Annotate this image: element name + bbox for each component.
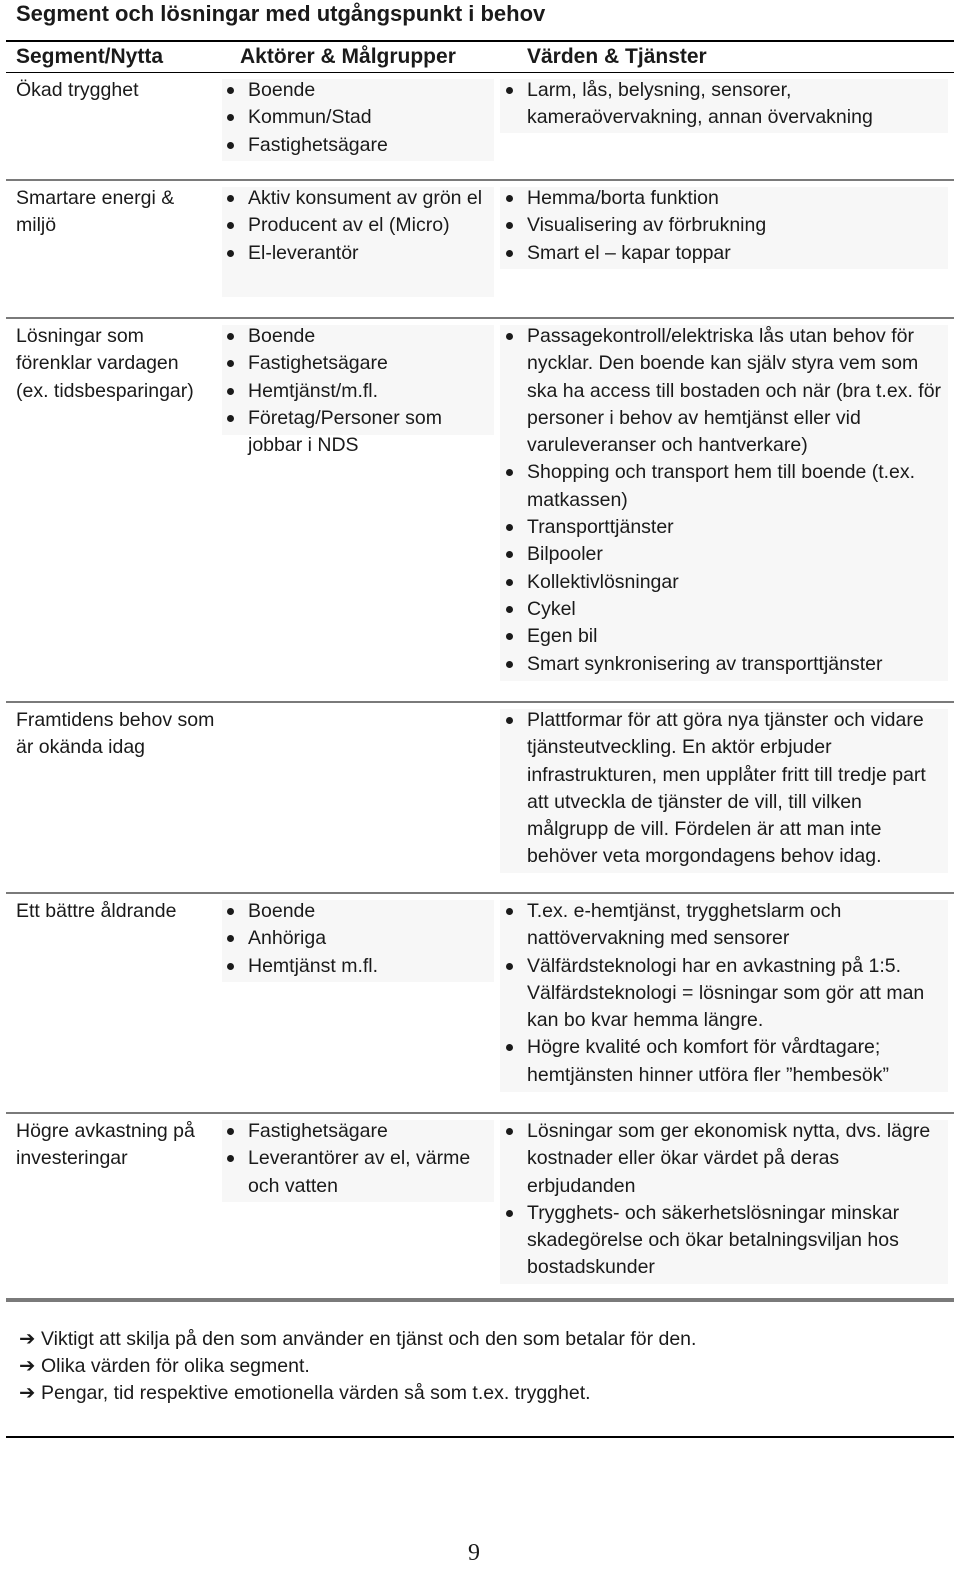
values-list xyxy=(503,323,948,678)
page-title: Segment och lösningar med utgångspunkt i behov xyxy=(16,1,546,26)
note-text: Viktigt att skilja på den som använder en tjänst och den som betalar för den. xyxy=(41,1328,697,1350)
list-item: Plattformar för att göra nya tjänster och vidare tjänsteutveckling. En aktör erbjuder infrastrukturen, men upplåter fritt till tredje part att utveckla de tjänster de vill, till vilken målgrupp de vill. Fördelen är att man inte behöver veta morgondagens behov idag. xyxy=(503,707,948,871)
list-item: Boende xyxy=(224,77,496,104)
list-item: Passagekontroll/elektriska lås utan behov för nycklar. Den boende kan själv styra vem som ska ha access till bostaden och när (bra t.ex. för personer i behov av hemtjänst eller vid varuleveranser och hantverkare) xyxy=(503,323,948,459)
header-actors: Aktörer & Målgrupper xyxy=(240,45,456,68)
table-row xyxy=(6,73,954,181)
actors-list xyxy=(224,1118,496,1200)
list-item: Hemtjänst/m.fl. xyxy=(224,378,496,405)
values-list xyxy=(503,77,948,132)
header-segment: Segment/Nytta xyxy=(16,45,164,68)
list-item: Lösningar som ger ekonomisk nytta, dvs. lägre kostnader eller ökar värdet på deras erbjudanden xyxy=(503,1118,948,1200)
page-number: 9 xyxy=(468,1540,480,1566)
list-item: Shopping och transport hem till boende (t.ex. matkassen) xyxy=(503,459,948,514)
values-list xyxy=(503,185,948,267)
segment-cell: Lösningar som förenklar vardagen (ex. tidsbesparingar) xyxy=(16,325,194,402)
list-item: Kommun/Stad xyxy=(224,104,496,131)
note-text: Olika värden för olika segment. xyxy=(41,1355,310,1377)
actors-list xyxy=(224,77,496,159)
list-item: Bilpooler xyxy=(503,541,948,568)
actors-list xyxy=(224,185,496,267)
list-item: Högre kvalité och komfort för vårdtagare; hemtjänsten hinner utföra fler ”hembesök” xyxy=(503,1034,948,1089)
segment-cell: Ett bättre åldrande xyxy=(16,900,177,922)
list-item: Boende xyxy=(224,898,496,925)
segment-cell: Framtidens behov som är okända idag xyxy=(16,709,215,759)
notes-box xyxy=(6,1298,954,1438)
list-item: T.ex. e-hemtjänst, trygghetslarm och nattövervakning med sensorer xyxy=(503,898,948,953)
list-item: Hemtjänst m.fl. xyxy=(224,953,496,980)
segment-cell: Högre avkastning på investeringar xyxy=(16,1120,195,1170)
table-header xyxy=(6,40,954,73)
list-item: Transporttjänster xyxy=(503,514,948,541)
list-item: Smart synkronisering av transporttjänster xyxy=(503,651,948,678)
list-item: Egen bil xyxy=(503,623,948,650)
list-item: Fastighetsägare xyxy=(224,350,496,377)
table-row xyxy=(6,181,954,319)
list-item: Larm, lås, belysning, sensorer, kameraövervakning, annan övervakning xyxy=(503,77,948,132)
arrow-right-icon: ➔ xyxy=(19,1328,36,1350)
list-item: Välfärdsteknologi har en avkastning på 1:5. Välfärdsteknologi = lösningar som gör att man kan bo kvar hemma längre. xyxy=(503,953,948,1035)
list-item: Producent av el (Micro) xyxy=(224,212,496,239)
note-line xyxy=(19,1353,310,1380)
list-item: Smart el – kapar toppar xyxy=(503,240,948,267)
table-row xyxy=(6,319,954,703)
actors-list xyxy=(224,323,496,459)
table-row xyxy=(6,894,954,1114)
list-item: Trygghets- och säkerhetslösningar minskar skadegörelse och ökar betalningsviljan hos bostadskunder xyxy=(503,1200,948,1282)
segment-table xyxy=(6,40,954,1302)
values-list xyxy=(503,1118,948,1282)
list-item: Kollektivlösningar xyxy=(503,569,948,596)
list-item: Anhöriga xyxy=(224,925,496,952)
list-item: Företag/Personer som jobbar i NDS xyxy=(224,405,496,460)
segment-cell: Smartare energi & miljö xyxy=(16,187,175,237)
list-item: Cykel xyxy=(503,596,948,623)
list-item: Leverantörer av el, värme och vatten xyxy=(224,1145,496,1200)
list-item: Hemma/borta funktion xyxy=(503,185,948,212)
arrow-right-icon: ➔ xyxy=(19,1355,36,1377)
list-item: El-leverantör xyxy=(224,240,496,267)
values-list xyxy=(503,898,948,1089)
actors-list xyxy=(224,898,496,980)
header-values: Värden & Tjänster xyxy=(527,45,707,68)
table-row xyxy=(6,703,954,894)
segment-cell: Ökad trygghet xyxy=(16,79,139,101)
list-item: Aktiv konsument av grön el xyxy=(224,185,496,212)
list-item: Visualisering av förbrukning xyxy=(503,212,948,239)
arrow-right-icon: ➔ xyxy=(19,1382,36,1404)
note-line xyxy=(19,1326,696,1353)
list-item: Boende xyxy=(224,323,496,350)
note-text: Pengar, tid respektive emotionella värden så som t.ex. trygghet. xyxy=(41,1382,591,1404)
table-row xyxy=(6,1114,954,1302)
list-item: Fastighetsägare xyxy=(224,1118,496,1145)
list-item: Fastighetsägare xyxy=(224,132,496,159)
note-line xyxy=(19,1380,591,1407)
values-list xyxy=(503,707,948,871)
